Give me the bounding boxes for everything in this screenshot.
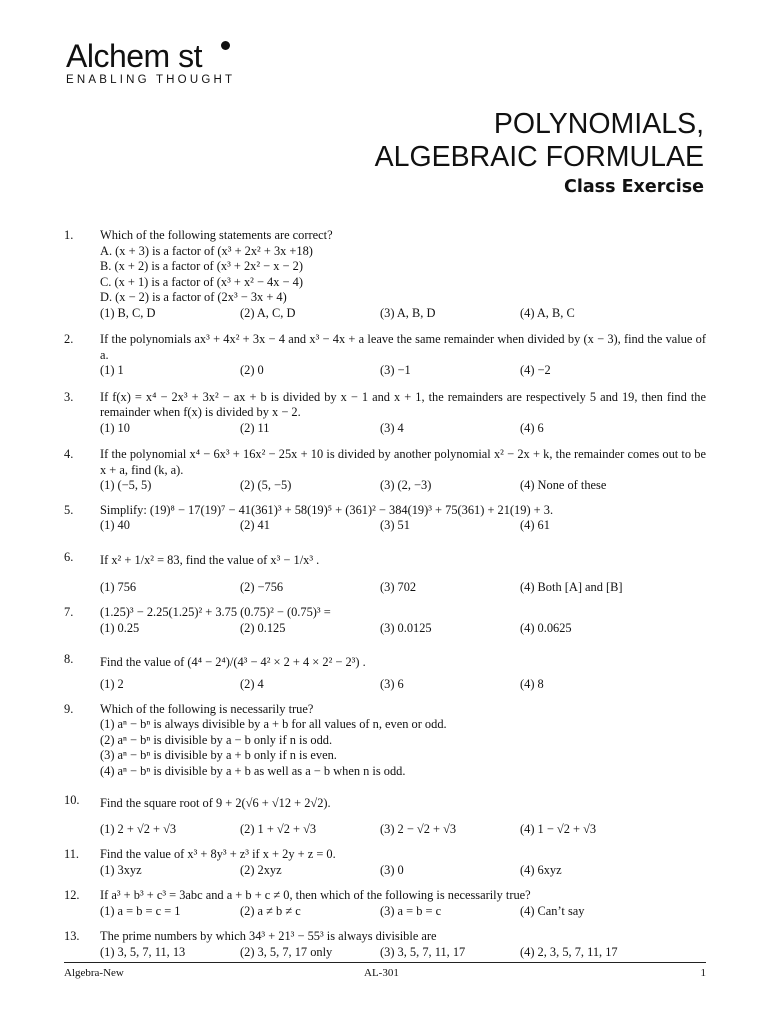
answer-options — [100, 580, 706, 596]
question-text: Find the value of x³ + 8y³ + z³ if x + 2y + z = 0. — [100, 847, 336, 861]
option-2: (2) 0 — [240, 363, 264, 377]
option-2: (2) 41 — [240, 518, 270, 532]
statement-b: B. (x + 2) is a factor of (x³ + 2x² − x − 2) — [100, 259, 303, 273]
question-text: (1.25)³ − 2.25(1.25)² + 3.75 (0.75)² − (0.75)³ = — [100, 605, 331, 619]
page-title-line2: ALGEBRAIC FORMULAE — [374, 141, 704, 173]
question-text: If the polynomial x⁴ − 6x³ + 16x² − 25x + 10 is divided by another polynomial x² − 2x + k, the remainder comes out to be x + a, find (k, a). — [100, 447, 706, 477]
footer-left: Algebra-New — [64, 967, 124, 979]
title-block — [375, 108, 704, 199]
option-4: (4) None of these — [520, 478, 607, 492]
option-4: (4) −2 — [520, 363, 551, 377]
option-3: (3) 51 — [380, 518, 410, 532]
question-2 — [64, 332, 706, 379]
question-13 — [64, 929, 706, 960]
question-number: 3. — [64, 389, 74, 404]
option-4: (4) 61 — [520, 518, 550, 532]
question-list — [64, 228, 706, 960]
option-4: (4) 0.0625 — [520, 620, 572, 635]
question-text: If f(x) = x⁴ − 2x³ + 3x² − ax + b is divided by x − 1 and x + 1, the remainders are respectively 5 and 19, then find the remainder when f(x) is divided by x − 2. — [100, 389, 706, 419]
option-4: (4) Can’t say — [520, 903, 585, 918]
answer-options — [100, 421, 706, 437]
option-2: (2) (5, −5) — [240, 478, 292, 492]
question-9 — [64, 702, 706, 780]
question-number: 12. — [64, 888, 80, 902]
option-2: (2) 2xyz — [240, 862, 282, 877]
logo-text: Alchem st — [66, 38, 202, 74]
option-1: (1) 40 — [100, 518, 130, 532]
question-text: Which of the following is necessarily true? — [100, 701, 314, 716]
question-number: 5. — [64, 502, 74, 517]
question-4 — [64, 447, 706, 494]
question-text: Which of the following statements are correct? — [100, 228, 333, 242]
option-4: (4) 1 − √2 + √3 — [520, 822, 597, 836]
option-2: (2) a ≠ b ≠ c — [240, 903, 301, 918]
statement-1: (1) aⁿ − bⁿ is always divisible by a + b for all values of n, even or odd. — [100, 717, 447, 731]
answer-options — [100, 904, 706, 920]
option-2: (2) A, C, D — [240, 305, 296, 320]
question-text: Find the square root of 9 + 2(√6 + √12 + 2√2). — [100, 796, 331, 810]
answer-options — [100, 817, 706, 841]
option-4: (4) 6xyz — [520, 862, 562, 877]
answer-options — [100, 363, 706, 379]
footer-center: AL-301 — [364, 967, 399, 979]
page-title-line1: POLYNOMIALS, — [493, 108, 704, 140]
answer-options — [100, 945, 706, 961]
question-number: 7. — [64, 605, 74, 619]
question-number: 2. — [64, 332, 74, 346]
option-2: (2) 4 — [240, 677, 264, 691]
question-number: 4. — [64, 447, 74, 461]
question-number: 13. — [64, 929, 80, 943]
option-2: (2) −756 — [240, 579, 284, 594]
question-text: If a³ + b³ + c³ = 3abc and a + b + c ≠ 0, then which of the following is necessarily true? — [100, 888, 531, 902]
question-text: The prime numbers by which 34³ + 21³ − 55³ is always divisible are — [100, 929, 437, 943]
option-1: (1) 2 — [100, 677, 124, 691]
answer-options — [100, 478, 706, 494]
question-text: Simplify: (19)⁸ − 17(19)⁷ − 41(361)³ + 58(19)⁵ + (361)² − 384(19)³ + 75(361) + 21(19) + 3. — [100, 502, 554, 517]
option-3: (3) a = b = c — [380, 903, 442, 918]
option-2: (2) 3, 5, 7, 17 only — [240, 944, 333, 959]
option-3: (3) −1 — [380, 363, 411, 377]
statement-d: D. (x − 2) is a factor of (2x³ − 3x + 4) — [100, 290, 287, 304]
question-number: 1. — [64, 228, 74, 242]
logo-tagline: ENABLING THOUGHT — [66, 74, 236, 86]
option-3: (3) 6 — [380, 677, 404, 691]
option-1: (1) 2 + √2 + √3 — [100, 822, 177, 836]
answer-options — [100, 518, 706, 534]
footer-page-number: 1 — [700, 967, 706, 979]
statement-2: (2) aⁿ − bⁿ is divisible by a − b only if n is odd. — [100, 732, 333, 747]
page-footer — [64, 962, 706, 979]
option-1: (1) 3xyz — [100, 862, 142, 877]
question-8 — [64, 652, 706, 693]
option-4: (4) Both [A] and [B] — [520, 579, 623, 594]
answer-options — [100, 677, 706, 693]
question-number: 6. — [64, 549, 74, 564]
option-3: (3) A, B, D — [380, 305, 436, 320]
option-1: (1) 756 — [100, 579, 137, 594]
option-3: (3) 0.0125 — [380, 620, 432, 635]
answer-options — [100, 863, 706, 879]
question-5 — [64, 503, 706, 534]
page-subtitle: Class Exercise — [564, 177, 704, 197]
option-4: (4) A, B, C — [520, 305, 575, 320]
option-3: (3) 0 — [380, 862, 404, 877]
option-2: (2) 0.125 — [240, 620, 286, 635]
option-2: (2) 1 + √2 + √3 — [240, 822, 317, 836]
question-number: 11. — [64, 847, 80, 861]
logo-dot-icon — [221, 41, 230, 50]
question-11 — [64, 847, 706, 878]
option-4: (4) 6 — [520, 420, 544, 435]
option-3: (3) 702 — [380, 579, 417, 594]
answer-options — [100, 306, 706, 322]
option-3: (3) 4 — [380, 420, 404, 435]
question-text: If x² + 1/x² = 83, find the value of x³ − 1/x³ . — [100, 552, 320, 567]
question-12 — [64, 888, 706, 919]
question-number: 9. — [64, 701, 74, 716]
option-3: (3) 3, 5, 7, 11, 17 — [380, 944, 466, 959]
statement-3: (3) aⁿ − bⁿ is divisible by a + b only if n is even. — [100, 748, 337, 762]
option-1: (1) (−5, 5) — [100, 478, 152, 492]
option-1: (1) 3, 5, 7, 11, 13 — [100, 944, 186, 959]
alchemist-logo — [66, 40, 235, 86]
question-3 — [64, 390, 706, 437]
option-1: (1) 10 — [100, 420, 130, 435]
option-1: (1) a = b = c = 1 — [100, 903, 181, 918]
option-3: (3) (2, −3) — [380, 478, 432, 492]
question-10 — [64, 793, 706, 841]
question-1 — [64, 228, 706, 321]
question-text: If the polynomials ax³ + 4x² + 3x − 4 and x³ − 4x + a leave the same remainder when divided by (x − 3), find the value of a. — [100, 332, 706, 362]
logo-wordmark — [66, 40, 235, 72]
question-6 — [64, 550, 706, 596]
question-7 — [64, 605, 706, 636]
option-1: (1) 1 — [100, 363, 124, 377]
statement-c: C. (x + 1) is a factor of (x³ + x² − 4x − 4) — [100, 274, 303, 289]
question-number: 10. — [64, 793, 80, 807]
option-4: (4) 2, 3, 5, 7, 11, 17 — [520, 944, 618, 959]
option-1: (1) 0.25 — [100, 620, 140, 635]
option-4: (4) 8 — [520, 677, 544, 691]
question-number: 8. — [64, 652, 74, 666]
statement-4: (4) aⁿ − bⁿ is divisible by a + b as well as a − b when n is odd. — [100, 763, 406, 778]
answer-options — [100, 621, 706, 637]
option-1: (1) B, C, D — [100, 305, 156, 320]
option-3: (3) 2 − √2 + √3 — [380, 822, 457, 836]
statement-a: A. (x + 3) is a factor of (x³ + 2x² + 3x +18) — [100, 243, 313, 258]
option-2: (2) 11 — [240, 420, 270, 435]
question-text: Find the value of (4⁴ − 2⁴)/(4³ − 4² × 2 + 4 × 2² − 2³) . — [100, 655, 366, 669]
